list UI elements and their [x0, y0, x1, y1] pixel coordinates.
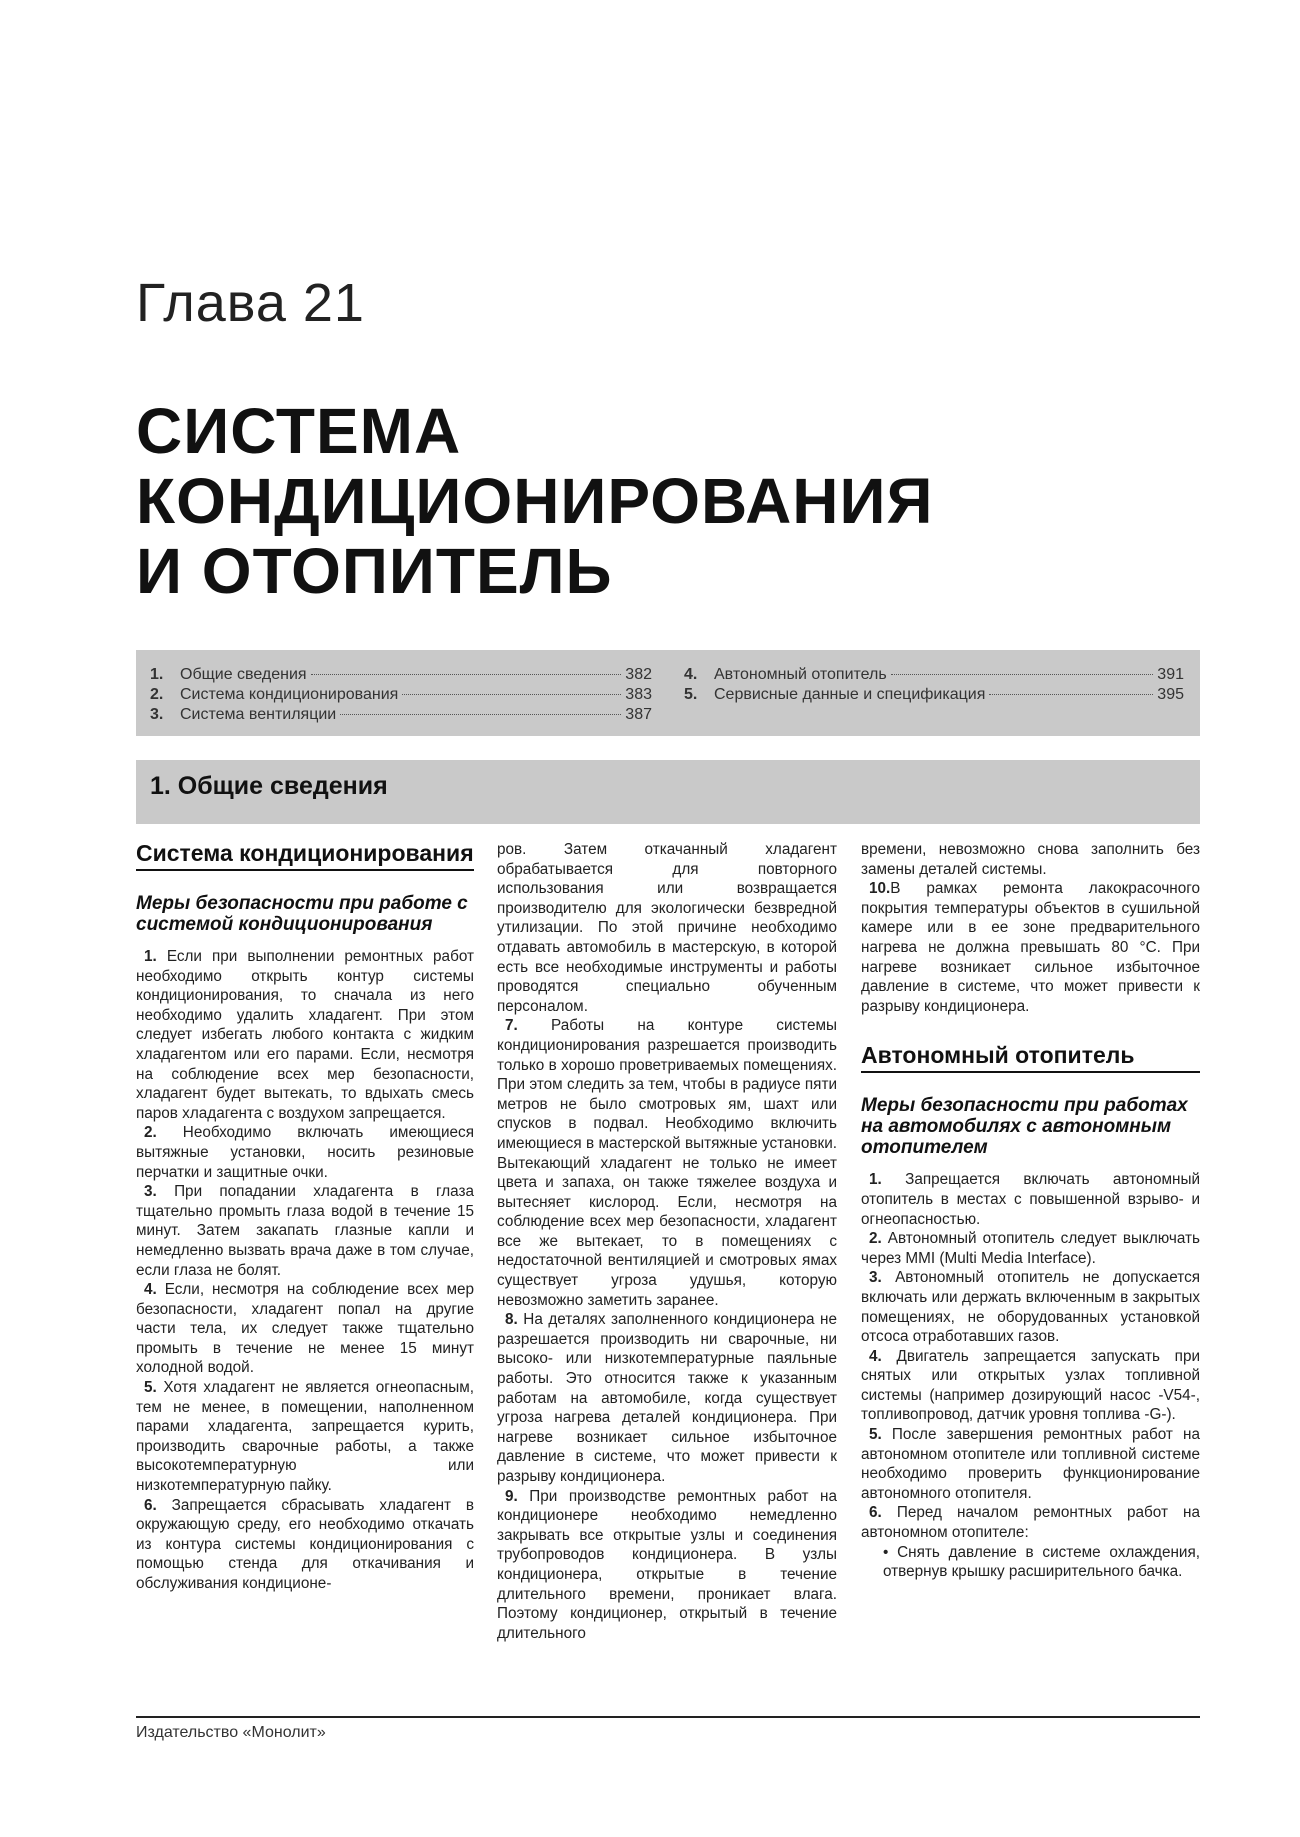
footer-divider	[136, 1716, 1200, 1718]
paragraph-text: На деталях заполненного кондиционера не разрешается производить ни сварочные, ни высоко- или низкотемпературные паяльные работы. Это относится также к указанным работам на автомобиле, когда существует угроза нагрева деталей кондиционера. При нагреве возникает сильное избыточное давление в системе, что может привести к разрыву кондиционера.	[497, 1311, 838, 1485]
paragraph-text: ров. Затем откачанный хладагент обрабатывается для повторного использования или возвращается производителю для экологически безвредной утилизации. По этой причине необходимо отдавать автомобиль в мастерскую, в которой есть все необходимые инструменты и работы проводятся специально обученным персоналом.	[497, 841, 837, 1015]
text-column-1	[136, 840, 474, 1594]
paragraph-text: Запрещается сбрасывать хладагент в окружающую среду, его необходимо откачать из контура системы кондиционирования с помощью стенда для откачивания и обслуживания кондиционе-	[136, 1496, 474, 1592]
paragraph	[861, 840, 1200, 879]
paragraph	[861, 1503, 1200, 1542]
paragraph-number: 9.	[505, 1487, 518, 1505]
toc-item-title: Система кондиционирования	[180, 686, 399, 703]
toc-item[interactable]	[150, 666, 652, 686]
paragraph	[136, 1378, 474, 1496]
paragraph-text: Перед началом ремонтных работ на автономном отопителе:	[861, 1504, 1200, 1542]
toc-item-title: Сервисные данные и спецификация	[714, 686, 986, 703]
paragraph	[497, 1310, 837, 1486]
paragraph-number: 8.	[505, 1311, 518, 1329]
paragraph	[497, 1016, 837, 1310]
paragraph-number: 1.	[869, 1171, 882, 1189]
paragraph-number: 4.	[144, 1281, 157, 1299]
paragraph	[861, 1229, 1200, 1268]
toc-item-page: 395	[1157, 686, 1184, 703]
paragraph	[861, 1347, 1200, 1425]
paragraph-text: После завершения ремонтных работ на автономном отопителе или топливной системе необходимо проверить функционирование автономного отопителя.	[861, 1426, 1200, 1502]
toc-dot-leader	[311, 674, 622, 675]
paragraph-text: При попадании хладагента в глаза тщательно промыть глаза водой в течение 15 минут. Затем закапать глазные капли и немедленно вызвать врача даже в том случае, если глаза не болят.	[136, 1183, 475, 1279]
toc-item-title: Общие сведения	[180, 666, 307, 683]
paragraph-text: Запрещается включать автономный отопитель в местах с повышенной взрыво- и огнеопасностью.	[861, 1171, 1201, 1228]
paragraph-text: Двигатель запрещается запускать при снятых или открытых узлах топливной системы (например дозирующий насос -V54-, топливопровод, датчик уровня топлива -G-).	[861, 1347, 1200, 1424]
paragraph	[136, 1123, 474, 1182]
paragraph-number: 3.	[144, 1183, 157, 1201]
toc-item-number: 3.	[150, 706, 164, 723]
section-title: 1. Общие сведения	[150, 772, 388, 800]
toc-item-number: 1.	[150, 666, 164, 683]
paragraph	[861, 879, 1200, 1016]
paragraph-text: Работы на контуре системы кондиционирования разрешается производить только в хорошо проветриваемых помещениях. При этом следить за тем, чтобы в радиусе пяти метров не было смотровых ям, шахт или спусков в подвал. Необходимо включить имеющиеся в мастерской вытяжные установки. Вытекающий хладагент не только не имеет цвета и запаха, он также тяжелее воздуха и вытесняет кислород. Если, несмотря на соблюдение всех мер безопасности, хладагент все же вытекает, то в помещениях с недостаточной вентиляцией и смотровых ямах существует угроза удушья, которую невозможно заметить заранее.	[497, 1017, 838, 1309]
spacer	[861, 1016, 1200, 1042]
toc-item-title: Автономный отопитель	[714, 666, 887, 683]
paragraph-text: Автономный отопитель не допускается включать или держать включенным в закрытых помещениях, не оборудованных установкой отсоса отработавших газов.	[861, 1269, 1201, 1346]
chapter-title-line: КОНДИЦИОНИРОВАНИЯ	[136, 465, 934, 537]
paragraph-text: Если при выполнении ремонтных работ необходимо открыть контур системы кондиционирования, то сначала из него необходимо удалить хладагент. При этом следует избегать любого контакта с жидким хладагентом или его парами. Если, несмотря на соблюдение всех мер безопасности, хладагент будет вытекать, то вдыхать смесь паров хладагента с воздухом запрещается.	[136, 948, 475, 1122]
toc-column-right	[684, 666, 1184, 706]
paragraph-number: 6.	[869, 1504, 882, 1522]
toc-item-number: 2.	[150, 686, 164, 703]
toc-item-number: 4.	[684, 666, 698, 683]
paragraph-text: времени, невозможно снова заполнить без замены деталей системы.	[861, 841, 1200, 878]
paragraph-text: Автономный отопитель следует выключать через MMI (Multi Media Interface).	[861, 1230, 1200, 1267]
paragraph-text: Если, несмотря на соблюдение всех мер безопасности, хладагент попал на другие части тела, их следует также тщательно промыть в течение не менее 15 минут холодной водой.	[136, 1281, 474, 1377]
toc-column-left	[150, 666, 652, 726]
bullet-item: • Снять давление в системе охлаждения, отвернув крышку расширительного бачка.	[883, 1543, 1200, 1581]
toc-item[interactable]	[150, 706, 652, 726]
paragraph-number: 5.	[869, 1426, 882, 1444]
toc-item[interactable]	[150, 686, 652, 706]
toc-dot-leader	[402, 694, 621, 695]
toc-dot-leader	[891, 674, 1154, 675]
toc-item-page: 391	[1157, 666, 1184, 683]
paragraph-number: 7.	[505, 1017, 518, 1035]
table-of-contents	[136, 650, 1200, 736]
toc-item-page: 383	[625, 686, 652, 703]
paragraph	[497, 840, 837, 1016]
paragraph	[861, 1425, 1200, 1503]
toc-item[interactable]	[684, 686, 1184, 706]
toc-dot-leader	[340, 714, 621, 715]
chapter-title	[136, 396, 1196, 606]
text-column-2	[497, 840, 837, 1643]
toc-dot-leader	[989, 694, 1153, 695]
paragraph-text: В рамках ремонта лакокрасочного покрытия температуры объектов в сушильной камере или в ее зоне предварительного нагрева не должна превышать 80 °С. При нагреве возникает сильное избыточное давление в системе, что может привести к разрыву кондиционера.	[861, 880, 1200, 1015]
paragraph	[136, 1280, 474, 1378]
section-header	[136, 760, 1200, 824]
paragraph	[136, 1182, 474, 1280]
paragraph	[136, 947, 474, 1123]
paragraph-number: 3.	[869, 1269, 882, 1287]
paragraph	[497, 1487, 837, 1644]
subsection-heading: Система кондиционирования	[136, 840, 474, 871]
toc-item-number: 5.	[684, 686, 698, 703]
paragraph-number: 5.	[144, 1379, 157, 1397]
chapter-title-line: СИСТЕМА	[136, 395, 462, 467]
paragraph-number: 10.	[869, 880, 891, 898]
toc-item[interactable]	[684, 666, 1184, 686]
chapter-label: Глава 21	[136, 273, 365, 333]
subsection-heading: Автономный отопитель	[861, 1042, 1200, 1073]
paragraph	[136, 1496, 474, 1594]
paragraph-number: 2.	[869, 1230, 882, 1248]
paragraph-number: 2.	[144, 1124, 157, 1142]
safety-subheading: Меры безопасности при работе с системой кондиционирования	[136, 893, 468, 935]
publisher-footer: Издательство «Монолит»	[136, 1724, 326, 1741]
text-column-3	[861, 840, 1200, 1582]
toc-item-page: 387	[625, 706, 652, 723]
paragraph-text: При производстве ремонтных работ на кондиционере необходимо немедленно закрывать все открытые узлы и соединения трубопроводов кондиционера. В узлы кондиционера, открытые в течение длительного времени, проникает влага. Поэтому кондиционер, открытый в течение длительного	[497, 1487, 837, 1642]
safety-subheading: Меры безопасности при работах на автомобилях с автономным отопителем	[861, 1095, 1188, 1159]
paragraph-number: 1.	[144, 948, 157, 965]
paragraph-text: Необходимо включать имеющиеся вытяжные установки, носить резиновые перчатки и защитные очки.	[136, 1124, 474, 1181]
toc-item-title: Система вентиляции	[180, 706, 337, 723]
paragraph-number: 4.	[869, 1347, 882, 1365]
paragraph	[861, 1268, 1200, 1346]
chapter-title-line: И ОТОПИТЕЛЬ	[136, 535, 613, 607]
paragraph-text: Хотя хладагент не является огнеопасным, тем не менее, в помещении, наполненном парами хладагента, запрещается курить, производить сварочные работы, а также высокотемпературную или низкотемпературную пайку.	[136, 1379, 475, 1495]
toc-item-page: 382	[625, 666, 652, 683]
paragraph-number: 6.	[144, 1496, 157, 1514]
paragraph	[861, 1170, 1200, 1229]
